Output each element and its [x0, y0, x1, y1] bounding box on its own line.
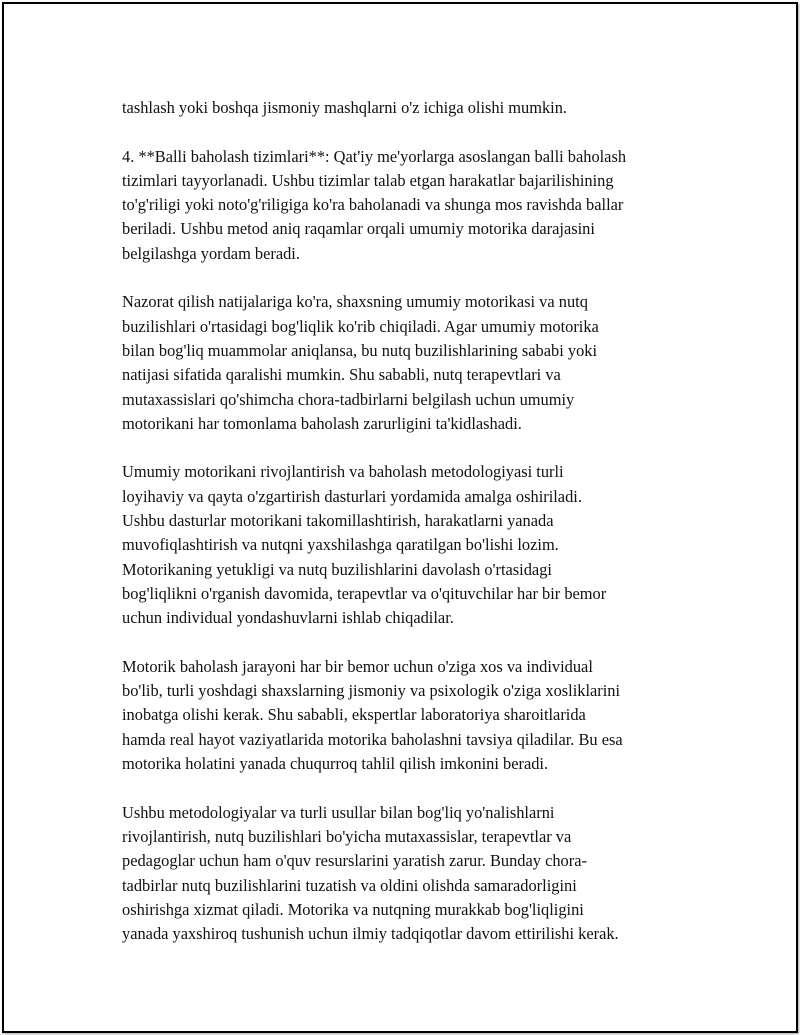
- document-page: [2, 2, 798, 1033]
- paragraph: Motorik baholash jarayoni har bir bemor uchun o'ziga xos va individual bo'lib, turli yoshdagi shaxslarning jismoniy va psixologik o'ziga xosliklarini inobatga olishi kerak. Shu sababli, ekspertlar laboratoriya sharoitlarida hamda real hayot vaziyatlarida motorika baholashni tavsiya qiladilar. Bu esa motorika holatini yanada chuqurroq tahlil qilish imkonini beradi.: [122, 656, 623, 774]
- paragraph: Umumiy motorikani rivojlantirish va baholash metodologiyasi turli loyihaviy va qayta o'zgartirish dasturlari yordamida amalga oshiriladi. Ushbu dasturlar motorikani takomillashtirish, harakatlarni yanada muvofiqlashtirish va nutqni yaxshilashga qaratilgan bo'lishi lozim. Motorikaning yetukligi va nutq buzilishlarini davolash o'rtasidagi bog'liqlikni o'rganish davomida, terapevtlar va o'qituvchilar har bir bemor uchun individual yondashuvlarni ishlab chiqadilar.: [122, 462, 607, 628]
- document-body: [122, 96, 694, 971]
- paragraph: Nazorat qilish natijalariga ko'ra, shaxsning umumiy motorikasi va nutq buzilishlari o'rtasidagi bog'liqlik ko'rib chiqiladi. Agar umumiy motorika bilan bog'liq muammolar aniqlansa, bu nutq buzilishlarining sababi yoki natijasi sifatida qaralishi mumkin. Shu sababli, nutq terapevtlari va mutaxassislari qo'shimcha chora-tadbirlarni belgilash uchun umumiy motorikani har tomonlama baholash zarurligini ta'kidlashadi.: [122, 292, 599, 433]
- paragraph: tashlash yoki boshqa jismoniy mashqlarni o'z ichiga olishi mumkin.: [122, 98, 568, 117]
- paragraph: 4. **Balli baholash tizimlari**: Qat'iy me'yorlarga asoslangan balli baholash tizimlari tayyorlanadi. Ushbu tizimlar talab etgan harakatlar bajarilishining to'g'riligi yoki noto'g'riligiga ko'ra baholanadi va shunga mos ravishda ballar beriladi. Ushbu metod aniq raqamlar orqali umumiy motorika darajasini belgilashga yordam beradi.: [122, 146, 627, 263]
- paragraph: Ushbu metodologiyalar va turli usullar bilan bog'liq yo'nalishlarni rivojlantirish, nutq buzilishlari bo'yicha mutaxassislar, terapevtlar va pedagoglar uchun ham o'quv resurslarini yaratish zarur. Bunday chora- tadbirlar nutq buzilishlarini tuzatish va oldini olishda samaradorligini oshirishga xizmat qiladi. Motorika va nutqning murakkab bog'liqligini yanada yaxshiroq tushunish uchun ilmiy tadqiqotlar davom ettirilishi kerak.: [122, 802, 619, 944]
